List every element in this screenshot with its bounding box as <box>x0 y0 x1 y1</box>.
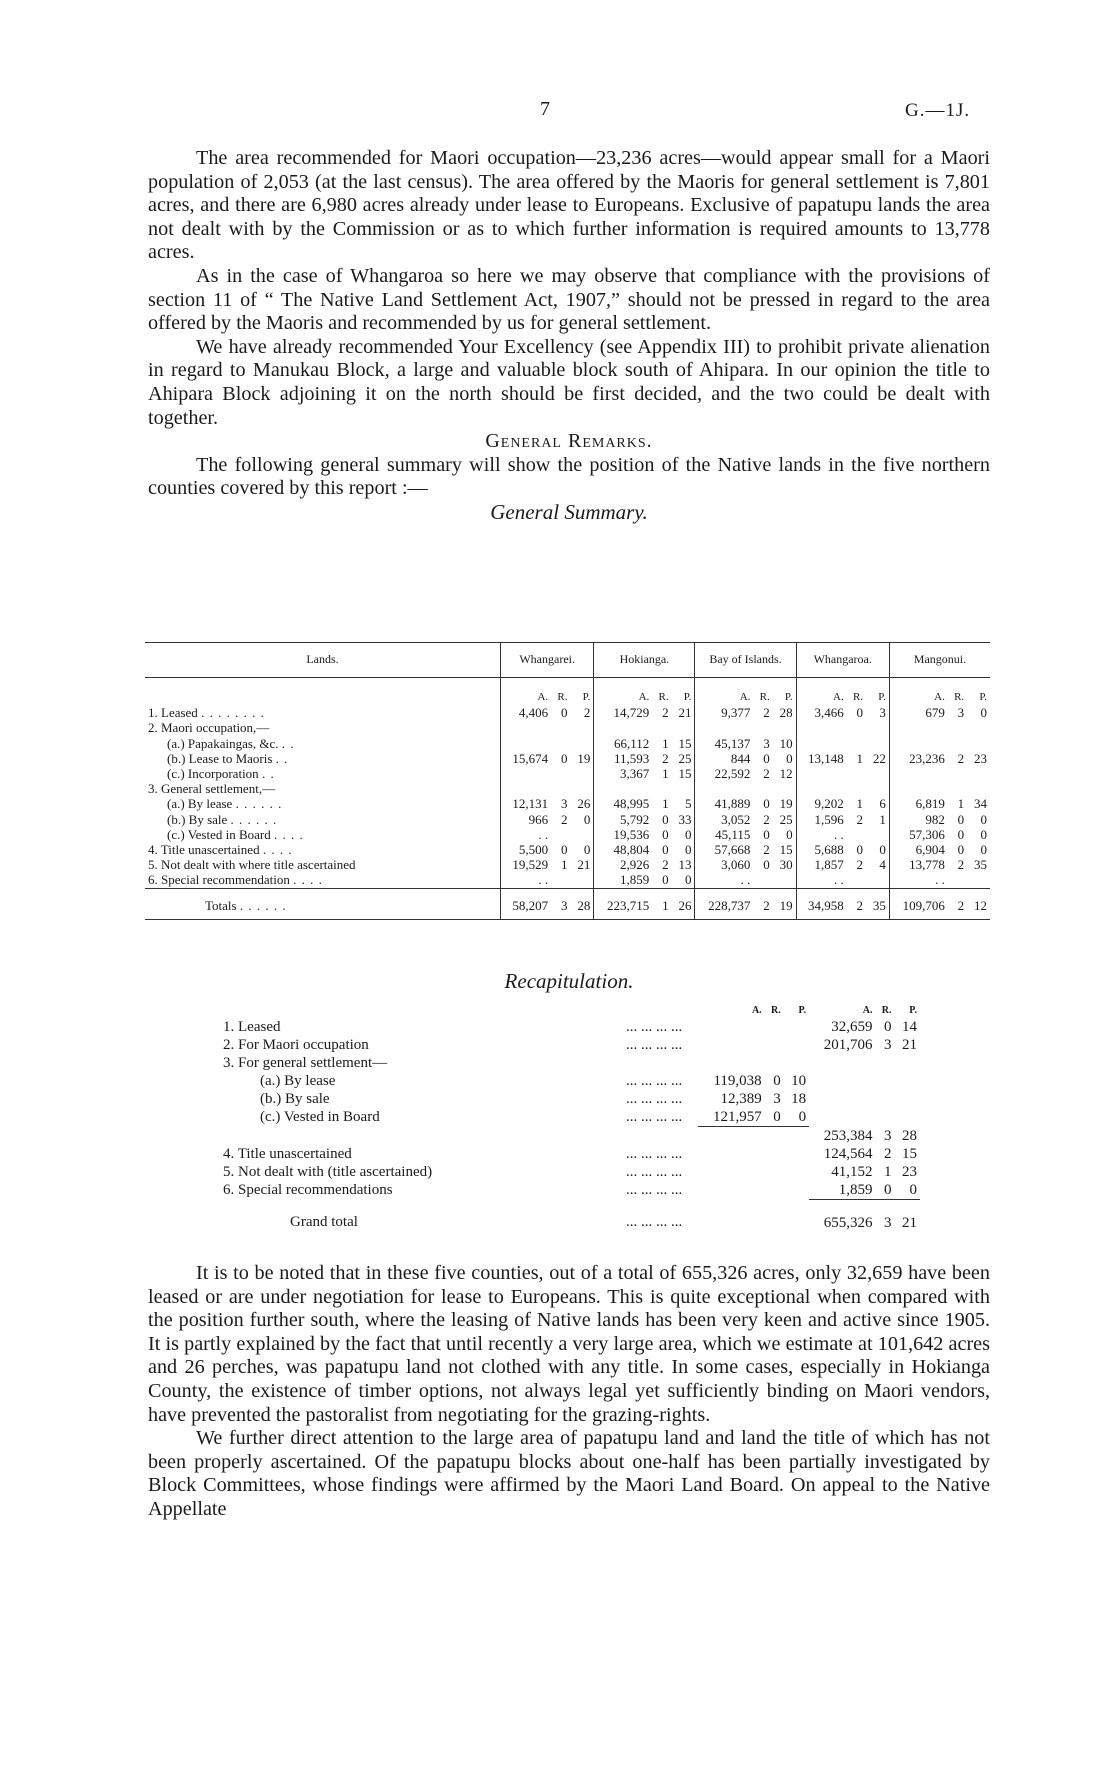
table-cell: 19 <box>773 888 796 919</box>
table-cell <box>672 781 695 796</box>
table-cell <box>551 872 570 888</box>
column-header-county: Whangarei. <box>501 643 594 678</box>
table-cell: 11,593 <box>594 751 652 766</box>
table-cell: 26 <box>672 888 695 919</box>
table-cell <box>967 781 990 796</box>
table-cell: 0 <box>957 826 965 842</box>
table-cell: 15 <box>779 842 793 858</box>
unit-label: A. <box>594 678 652 706</box>
table-cell <box>570 872 593 888</box>
unit-label: R. <box>658 691 669 703</box>
table-cell: 0 <box>786 826 793 842</box>
column-header-lands: Lands. <box>145 643 501 678</box>
table-cell: 0 <box>662 826 669 842</box>
table-cell: 21 <box>577 857 591 873</box>
table-cell: 13 <box>678 857 692 873</box>
closing-text <box>148 1262 990 1522</box>
table-cell <box>652 781 671 796</box>
table-cell: 3,060 <box>695 857 753 872</box>
unit-header-row <box>145 678 990 706</box>
general-summary-table <box>145 642 990 920</box>
unit-label: R. <box>852 691 864 703</box>
table-cell: 0 <box>763 796 770 812</box>
unit-label: P. <box>979 691 987 703</box>
table-cell: 34,958 <box>796 888 847 919</box>
table-cell: 1 <box>652 888 671 919</box>
table-cell: 23,236 <box>889 751 947 766</box>
unit-label: A. <box>796 678 847 706</box>
table-cell: 2 <box>847 888 866 919</box>
table-cell <box>753 781 772 796</box>
table-cell <box>501 736 552 751</box>
table-cell: . . <box>796 827 847 842</box>
table-cell <box>948 720 967 735</box>
table-cell: 0 <box>980 811 987 827</box>
column-header-county: Bay of Islands. <box>695 643 796 678</box>
table-cell: 1 <box>879 811 886 827</box>
table-row <box>145 766 990 781</box>
table-cell <box>847 872 866 888</box>
table-cell: 2 <box>662 705 669 721</box>
table-cell: 26 <box>577 796 591 812</box>
table-cell: 0 <box>957 842 965 858</box>
row-label: 4. Title unascertained . . . . <box>148 842 293 858</box>
table-cell: 5,500 <box>501 842 552 857</box>
table-cell: 13,148 <box>796 751 847 766</box>
table-cell: 0 <box>957 811 965 827</box>
table-cell: 0 <box>980 842 987 858</box>
table-cell <box>551 736 570 751</box>
table-cell <box>967 766 990 781</box>
table-cell <box>967 872 990 888</box>
table-cell: 5,792 <box>594 812 652 827</box>
table-cell <box>866 872 889 888</box>
row-label: (a.) By lease . . . . . . <box>167 796 283 812</box>
table-cell: 21 <box>678 705 692 721</box>
unit-label: A. <box>889 678 947 706</box>
table-cell: . . <box>501 827 552 842</box>
page-number: 7 <box>540 98 550 120</box>
table-cell: 25 <box>779 811 793 827</box>
row-label: (c.) Vested in Board . . . . <box>167 826 304 842</box>
table-cell <box>847 720 866 735</box>
table-cell: 4,406 <box>501 705 552 720</box>
recap-row: 2. For Maori occupation ... ... ... ... 201,706 3 21 <box>223 1037 917 1053</box>
table-cell <box>847 766 866 781</box>
unit-label: R. <box>759 691 770 703</box>
table-cell <box>551 827 570 842</box>
table-cell: 2 <box>662 750 669 766</box>
table-cell: 3,466 <box>796 705 847 720</box>
recap-row: (b.) By sale ... ... ... ... 12,389 3 18 <box>260 1091 807 1107</box>
table-cell: 15 <box>678 735 692 751</box>
unit-label: P. <box>784 691 793 703</box>
table-cell: 3 <box>551 888 570 919</box>
table-cell: 3 <box>957 705 965 721</box>
unit-label: R. <box>954 691 965 703</box>
table-cell: 45,137 <box>695 736 753 751</box>
unit-label: P. <box>582 691 591 703</box>
table-cell <box>570 827 593 842</box>
recap-row: 5. Not dealt with (title ascertained) ... ... ... ... 41,152 1 23 <box>223 1163 917 1180</box>
paragraph: The area recommended for Maori occupation—23,236 acres—would appear small for a Maori population of 2,053 (at the last census). The area offered by the Maoris for general settlement is 7,801 acres, and there are 6,980 acres already under lease to Europeans. Exclusive of papatupu lands the area not dealt with by the Commission or as to which further information is required amounts to 13,778 acres. <box>148 147 990 264</box>
recap-heading-block <box>148 970 990 994</box>
column-header-county: Mangonui. <box>889 643 990 678</box>
table-cell: 12 <box>779 766 793 782</box>
table-row <box>145 842 990 857</box>
table-cell: 1 <box>662 735 669 751</box>
table-cell <box>889 736 947 751</box>
row-label: (b.) By sale . . . . . . <box>167 811 278 827</box>
table-cell: 45,115 <box>695 827 753 842</box>
table-cell <box>501 720 552 735</box>
table-row <box>145 872 990 888</box>
table-cell <box>889 781 947 796</box>
table-cell: 57,668 <box>695 842 753 857</box>
document-reference: G.—1J. <box>905 100 971 121</box>
table-row <box>145 751 990 766</box>
table-cell <box>753 872 772 888</box>
recap-row: 1. Leased ... ... ... ... 32,659 0 14 <box>223 1019 917 1035</box>
table-cell <box>501 766 552 781</box>
table-cell <box>551 720 570 735</box>
table-cell: 844 <box>695 751 753 766</box>
row-label: 1. Leased . . . . . . . . <box>148 705 265 721</box>
table-cell: 0 <box>684 872 692 888</box>
table-cell: 0 <box>763 750 770 766</box>
table-cell: . . <box>796 872 847 888</box>
table-cell: 0 <box>856 842 864 858</box>
table-cell <box>948 736 967 751</box>
table-cell: . . <box>889 872 947 888</box>
unit-label: A. <box>501 678 552 706</box>
recap-row: 253,384 3 28 <box>823 1127 917 1144</box>
table-cell: 57,306 <box>889 827 947 842</box>
table-cell <box>695 781 753 796</box>
paragraph: We further direct attention to the large area of papatupu land and land the title of which has not been properly ascertained. Of the papatupu blocks about one-half has been partially investigated by Block Committees, whose findings were affirmed by the Maori Land Board. On appeal to the Native Appellate <box>148 1427 990 1520</box>
table-cell <box>570 720 593 735</box>
table-cell <box>796 781 847 796</box>
table-cell: 19 <box>577 750 591 766</box>
table-cell: 2 <box>753 888 772 919</box>
table-cell: 1 <box>560 857 568 873</box>
table-cell: 3 <box>560 796 568 812</box>
table-cell <box>847 736 866 751</box>
table-row <box>145 827 990 842</box>
table-cell <box>967 736 990 751</box>
table-cell: 19,536 <box>594 827 652 842</box>
table-cell: 2,926 <box>594 857 652 872</box>
table-cell: 2 <box>763 811 770 827</box>
column-header-county: Hokianga. <box>594 643 695 678</box>
paragraph: We have already recommended Your Excellency (see Appendix III) to prohibit private alienation in regard to Manukau Block, a large and valuable block south of Ahipara. In our opinion the title to Ahipara Block adjoining it on the north should be first decided, and the two could be dealt with together. <box>148 335 990 429</box>
table-cell: 58,207 <box>501 888 552 919</box>
table-cell: 34 <box>974 796 987 812</box>
table-cell: 10 <box>779 735 793 751</box>
table-cell: 1 <box>662 766 669 782</box>
table-cell: 0 <box>763 857 770 873</box>
row-label: (a.) Papakaingas, &c. . . <box>167 735 295 751</box>
row-label: (b.) Lease to Maoris . . <box>167 750 289 766</box>
table-cell <box>570 766 593 781</box>
table-cell <box>948 872 967 888</box>
table-cell: 66,112 <box>594 736 652 751</box>
table-cell: 3 <box>879 705 886 721</box>
table-cell: 48,995 <box>594 796 652 811</box>
table-cell: 2 <box>856 857 864 873</box>
table-cell: 966 <box>501 812 552 827</box>
table-cell: 0 <box>583 842 591 858</box>
unit-label: R. <box>557 691 568 703</box>
table-cell: 2 <box>583 705 591 721</box>
table-cell: 28 <box>570 888 593 919</box>
table-cell <box>551 766 570 781</box>
recap-row: 4. Title unascertained ... ... ... ... 124,564 2 15 <box>223 1145 917 1162</box>
section-heading: General Remarks. <box>485 430 653 453</box>
row-label: 3. General settlement,— <box>148 781 276 797</box>
paragraph: The following general summary will show the position of the Native lands in the five northern counties covered by this report :— <box>148 453 990 500</box>
table-cell: 0 <box>786 750 793 766</box>
table-cell: 9,202 <box>796 796 847 811</box>
table-cell: 3 <box>763 735 770 751</box>
table-cell: 48,804 <box>594 842 652 857</box>
table-cell: 2 <box>560 811 568 827</box>
recap-row: (c.) Vested in Board ... ... ... ... 121,957 0 0 <box>220 1108 920 1127</box>
row-label: (c.) Incorporation . . <box>167 766 275 782</box>
table-cell <box>773 872 796 888</box>
table-cell <box>796 766 847 781</box>
table-cell: 0 <box>583 811 591 827</box>
recap-row: (a.) By lease ... ... ... ... 119,038 0 10 <box>260 1073 807 1089</box>
paragraph: As in the case of Whangaroa so here we may observe that compliance with the provisions of section 11 of “ The Native Land Settlement Act, 1907,” should not be pressed in regard to the area offered by the Maoris and recommended by us for general settlement. <box>148 264 990 335</box>
column-header-county: Whangaroa. <box>796 643 889 678</box>
table-cell <box>948 781 967 796</box>
table-cell <box>796 720 847 735</box>
table-cell: 0 <box>879 842 886 858</box>
unit-label: P. <box>878 691 886 703</box>
table-cell: 2 <box>957 857 965 873</box>
unit-label: P. <box>683 691 692 703</box>
table-cell <box>866 720 889 735</box>
table-cell: 6,904 <box>889 842 947 857</box>
table-cell: 0 <box>763 826 770 842</box>
table-cell: 0 <box>560 842 568 858</box>
table-cell: 13,778 <box>889 857 947 872</box>
table-cell: 25 <box>678 750 692 766</box>
table-cell: 0 <box>662 872 669 888</box>
table-cell: 1 <box>856 750 864 766</box>
table-cell: 2 <box>763 705 770 721</box>
table-cell: 12 <box>967 888 990 919</box>
table-row <box>145 781 990 796</box>
table-cell: 2 <box>948 888 967 919</box>
table-cell <box>501 781 552 796</box>
recapitulation-table: A. R. P. A. R. P. 1. Leased ... ... ... ... 32,659 0 14 2. For Maori occupation ... ... ... ... 201,706 3 21 3. For general settlement— (a.) By lease ... ... ... ... 119,038 0 10 (b.) By sale ... ... ... ... 12,389 3 18 (c.) Vested in Board ... ... ... ... 121,957 0 0 253,384 3 28 4. Title unascertained ... ... ... ... 124,564 2 15 5. Not dealt with (title ascertained) ... ... ... ... 41,152 1 23 6. Special recommendations ... ... ... ... 1,859 0 0 Grand total ... ... ... ... 655,326 3 21 <box>220 1004 920 1232</box>
recap-row: 6. Special recommendations ... ... ... ... 1,859 0 0 <box>220 1181 920 1200</box>
table-cell <box>672 720 695 735</box>
table-cell: 22 <box>872 750 886 766</box>
table-row <box>145 857 990 872</box>
table-cell <box>594 781 652 796</box>
table-heading: Recapitulation. <box>504 969 634 993</box>
table-cell: 0 <box>560 750 568 766</box>
table-cell <box>652 720 671 735</box>
table-cell: 19,529 <box>501 857 552 872</box>
table-cell <box>570 736 593 751</box>
table-cell: 2 <box>662 857 669 873</box>
table-cell: 23 <box>974 750 987 766</box>
table-cell <box>889 720 947 735</box>
table-cell: 0 <box>856 705 864 721</box>
table-cell: 3,367 <box>594 766 652 781</box>
table-cell <box>967 720 990 735</box>
recap-grand-total: Grand total ... ... ... ... 655,326 3 21 <box>290 1214 917 1231</box>
table-row <box>145 736 990 751</box>
table-cell: 6 <box>879 796 886 812</box>
table-cell: 14,729 <box>594 705 652 720</box>
table-cell <box>773 720 796 735</box>
table-cell <box>695 720 753 735</box>
table-cell: 228,737 <box>695 888 753 919</box>
table-cell: 223,715 <box>594 888 652 919</box>
table-cell: 35 <box>974 857 987 873</box>
table-cell: 0 <box>980 826 987 842</box>
table-row <box>145 705 990 720</box>
row-label: 6. Special recommendation . . . . <box>148 872 323 888</box>
table-cell: . . <box>501 872 552 888</box>
paragraph: It is to be noted that in these five counties, out of a total of 655,326 acres, only 32,659 have been leased or are under negotiation for lease to Europeans. This is quite exceptional when compared with the position further south, where the leasing of Native lands has been very keen and active since 1905. It is partly explained by the fact that until recently a very large area, which we estimate at 101,642 acres and 26 perches, was papatupu land not clothed with any title. In some cases, especially in Hokianga County, the existence of timber options, not always legal yet sufficiently binding on Maori vendors, have prevented the pastoralist from negotiating for the grazing-rights. <box>148 1262 990 1426</box>
table-cell <box>796 736 847 751</box>
table-cell: 35 <box>866 888 889 919</box>
table-heading: General Summary. <box>490 499 648 524</box>
table-cell: . . <box>695 872 753 888</box>
table-cell: 679 <box>889 705 947 720</box>
table-cell: 15 <box>678 766 692 782</box>
table-row <box>145 888 990 919</box>
table-cell: 4 <box>879 857 886 873</box>
table-cell: 0 <box>662 842 669 858</box>
table-cell: 2 <box>763 766 770 782</box>
table-row <box>145 796 990 811</box>
table-cell: 41,889 <box>695 796 753 811</box>
table-cell <box>866 736 889 751</box>
table-cell: 0 <box>662 811 669 827</box>
table-cell: 2 <box>856 811 864 827</box>
table-cell <box>866 781 889 796</box>
table-cell: 982 <box>889 812 947 827</box>
table-cell: 19 <box>779 796 793 812</box>
table-cell: 12,131 <box>501 796 552 811</box>
row-label: 5. Not dealt with where title ascertained <box>148 857 356 873</box>
table-cell: 0 <box>684 842 692 858</box>
table-cell: 5,688 <box>796 842 847 857</box>
table-cell <box>847 781 866 796</box>
table-cell <box>866 827 889 842</box>
table-cell: 1 <box>856 796 864 812</box>
table-cell: 0 <box>560 705 568 721</box>
table-cell: 30 <box>779 857 793 873</box>
table-cell: 1,859 <box>594 872 652 888</box>
table-cell: 5 <box>684 796 692 812</box>
table-cell: 2 <box>957 750 965 766</box>
table-cell <box>753 720 772 735</box>
table-row <box>145 720 990 735</box>
table-cell: 1,596 <box>796 812 847 827</box>
unit-label: A. <box>695 678 753 706</box>
table-cell: 9,377 <box>695 705 753 720</box>
table-cell <box>594 720 652 735</box>
table-cell <box>866 766 889 781</box>
table-cell: 0 <box>684 826 692 842</box>
table-cell <box>570 781 593 796</box>
table-cell: 1 <box>957 796 965 812</box>
table-cell: 3,052 <box>695 812 753 827</box>
recap-row: 3. For general settlement— <box>223 1055 388 1071</box>
table-cell: 0 <box>980 705 987 721</box>
table-cell <box>948 766 967 781</box>
table-cell: 28 <box>779 705 793 721</box>
table-cell: 1 <box>662 796 669 812</box>
table-row <box>145 812 990 827</box>
table-cell: 1,857 <box>796 857 847 872</box>
table-cell <box>847 827 866 842</box>
table-cell: 2 <box>763 842 770 858</box>
table-cell <box>551 781 570 796</box>
table-cell: 6,819 <box>889 796 947 811</box>
table-cell <box>773 781 796 796</box>
row-label: 2. Maori occupation,— <box>148 720 270 736</box>
table-cell: 22,592 <box>695 766 753 781</box>
table-cell: 109,706 <box>889 888 947 919</box>
intro-text <box>148 147 990 525</box>
row-label: Totals . . . . . . <box>145 888 501 919</box>
table-cell <box>889 766 947 781</box>
table-cell: 33 <box>678 811 692 827</box>
table-cell: 15,674 <box>501 751 552 766</box>
